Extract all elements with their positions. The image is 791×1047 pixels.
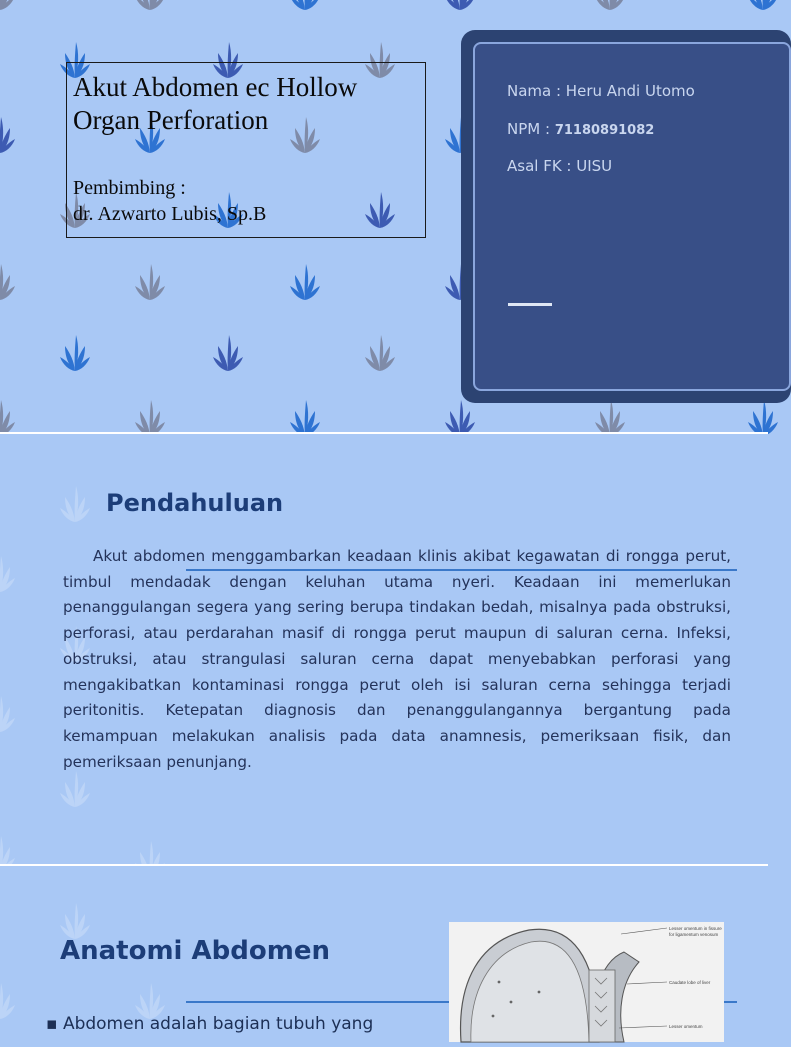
- presenter-name: Nama : Heru Andi Utomo: [507, 82, 695, 100]
- leaf-icon: [134, 0, 166, 12]
- leaf-icon: [0, 694, 16, 734]
- presenter-faculty: Asal FK : UISU: [507, 157, 613, 175]
- supervisor-name: dr. Azwarto Lubis, Sp.B: [73, 203, 267, 225]
- presenter-npm: [507, 120, 654, 138]
- leaf-icon: [0, 981, 16, 1021]
- title-box: [66, 62, 426, 238]
- anatomy-figure: [449, 922, 724, 1042]
- leaf-icon: [0, 554, 16, 594]
- bullet-item: [46, 1014, 373, 1034]
- leaf-icon: [747, 0, 779, 12]
- title-slide: [0, 0, 768, 432]
- bullet-marker: ▪: [46, 1014, 63, 1034]
- leaf-icon: [0, 115, 16, 155]
- leaf-icon: [59, 484, 91, 524]
- intro-paragraph: Akut abdomen menggambarkan keadaan klinis akibat kegawatan di rongga perut, timbul mendadak dengan keluhan utama nyeri. Keadaan ini memerlukan penanggulangan segera yang sering berupa tindakan bedah, misalnya pada obstruksi, perforasi, atau perdarahan masif di rongga perut maupun di saluran cerna. Infeksi, obstruksi, atau strangulasi saluran cerna dapat menyebabkan perforasi yang mengakibatkan kontaminasi rongga perut oleh isi saluran cerna sehingga terjadi peritonitis. Ketepatan diagnosis dan penanggulangannya bergantung pada kemampuan melakukan analisis pada data anamnesis, pemeriksaan fisik, dan pemeriksaan penunjang.: [63, 547, 731, 771]
- leaf-icon: [59, 901, 91, 941]
- supervisor-block: [73, 175, 419, 227]
- supervisor-label: Pembimbing :: [73, 177, 186, 199]
- leaf-icon: [212, 333, 244, 373]
- presenter-info-card: [461, 30, 791, 403]
- npm-label: NPM :: [507, 120, 555, 138]
- leaf-icon: [0, 262, 16, 302]
- npm-value: 71180891082: [554, 123, 655, 138]
- leaf-icon: [134, 262, 166, 302]
- figure-label-ligamentum: for ligamentum venosum: [669, 932, 719, 937]
- decorative-dash: [508, 303, 552, 306]
- anatomy-slide: [0, 866, 768, 1034]
- intro-slide: [0, 434, 768, 864]
- leaf-icon: [594, 0, 626, 12]
- figure-label-caudate-lobe: Caudate lobe of liver: [669, 980, 711, 985]
- leaf-icon: [444, 0, 476, 12]
- leaf-icon: [0, 0, 16, 12]
- intro-heading: Pendahuluan: [106, 489, 284, 517]
- leaf-icon: [289, 262, 321, 302]
- figure-label-omentum-fissure: Lesser omentum in fissure: [669, 926, 722, 931]
- anatomy-heading: Anatomi Abdomen: [60, 936, 330, 966]
- liver-illustration: [449, 922, 724, 1042]
- bullet-text: Abdomen adalah bagian tubuh yang: [62, 1014, 374, 1034]
- leaf-icon: [59, 333, 91, 373]
- presenter-info-panel: [473, 42, 791, 391]
- figure-label-lesser-omentum: Lesser omentum: [669, 1024, 703, 1029]
- presentation-title: Akut Abdomen ec Hollow Organ Perforation: [73, 72, 358, 135]
- leaf-icon: [289, 0, 321, 12]
- leaf-icon: [364, 333, 396, 373]
